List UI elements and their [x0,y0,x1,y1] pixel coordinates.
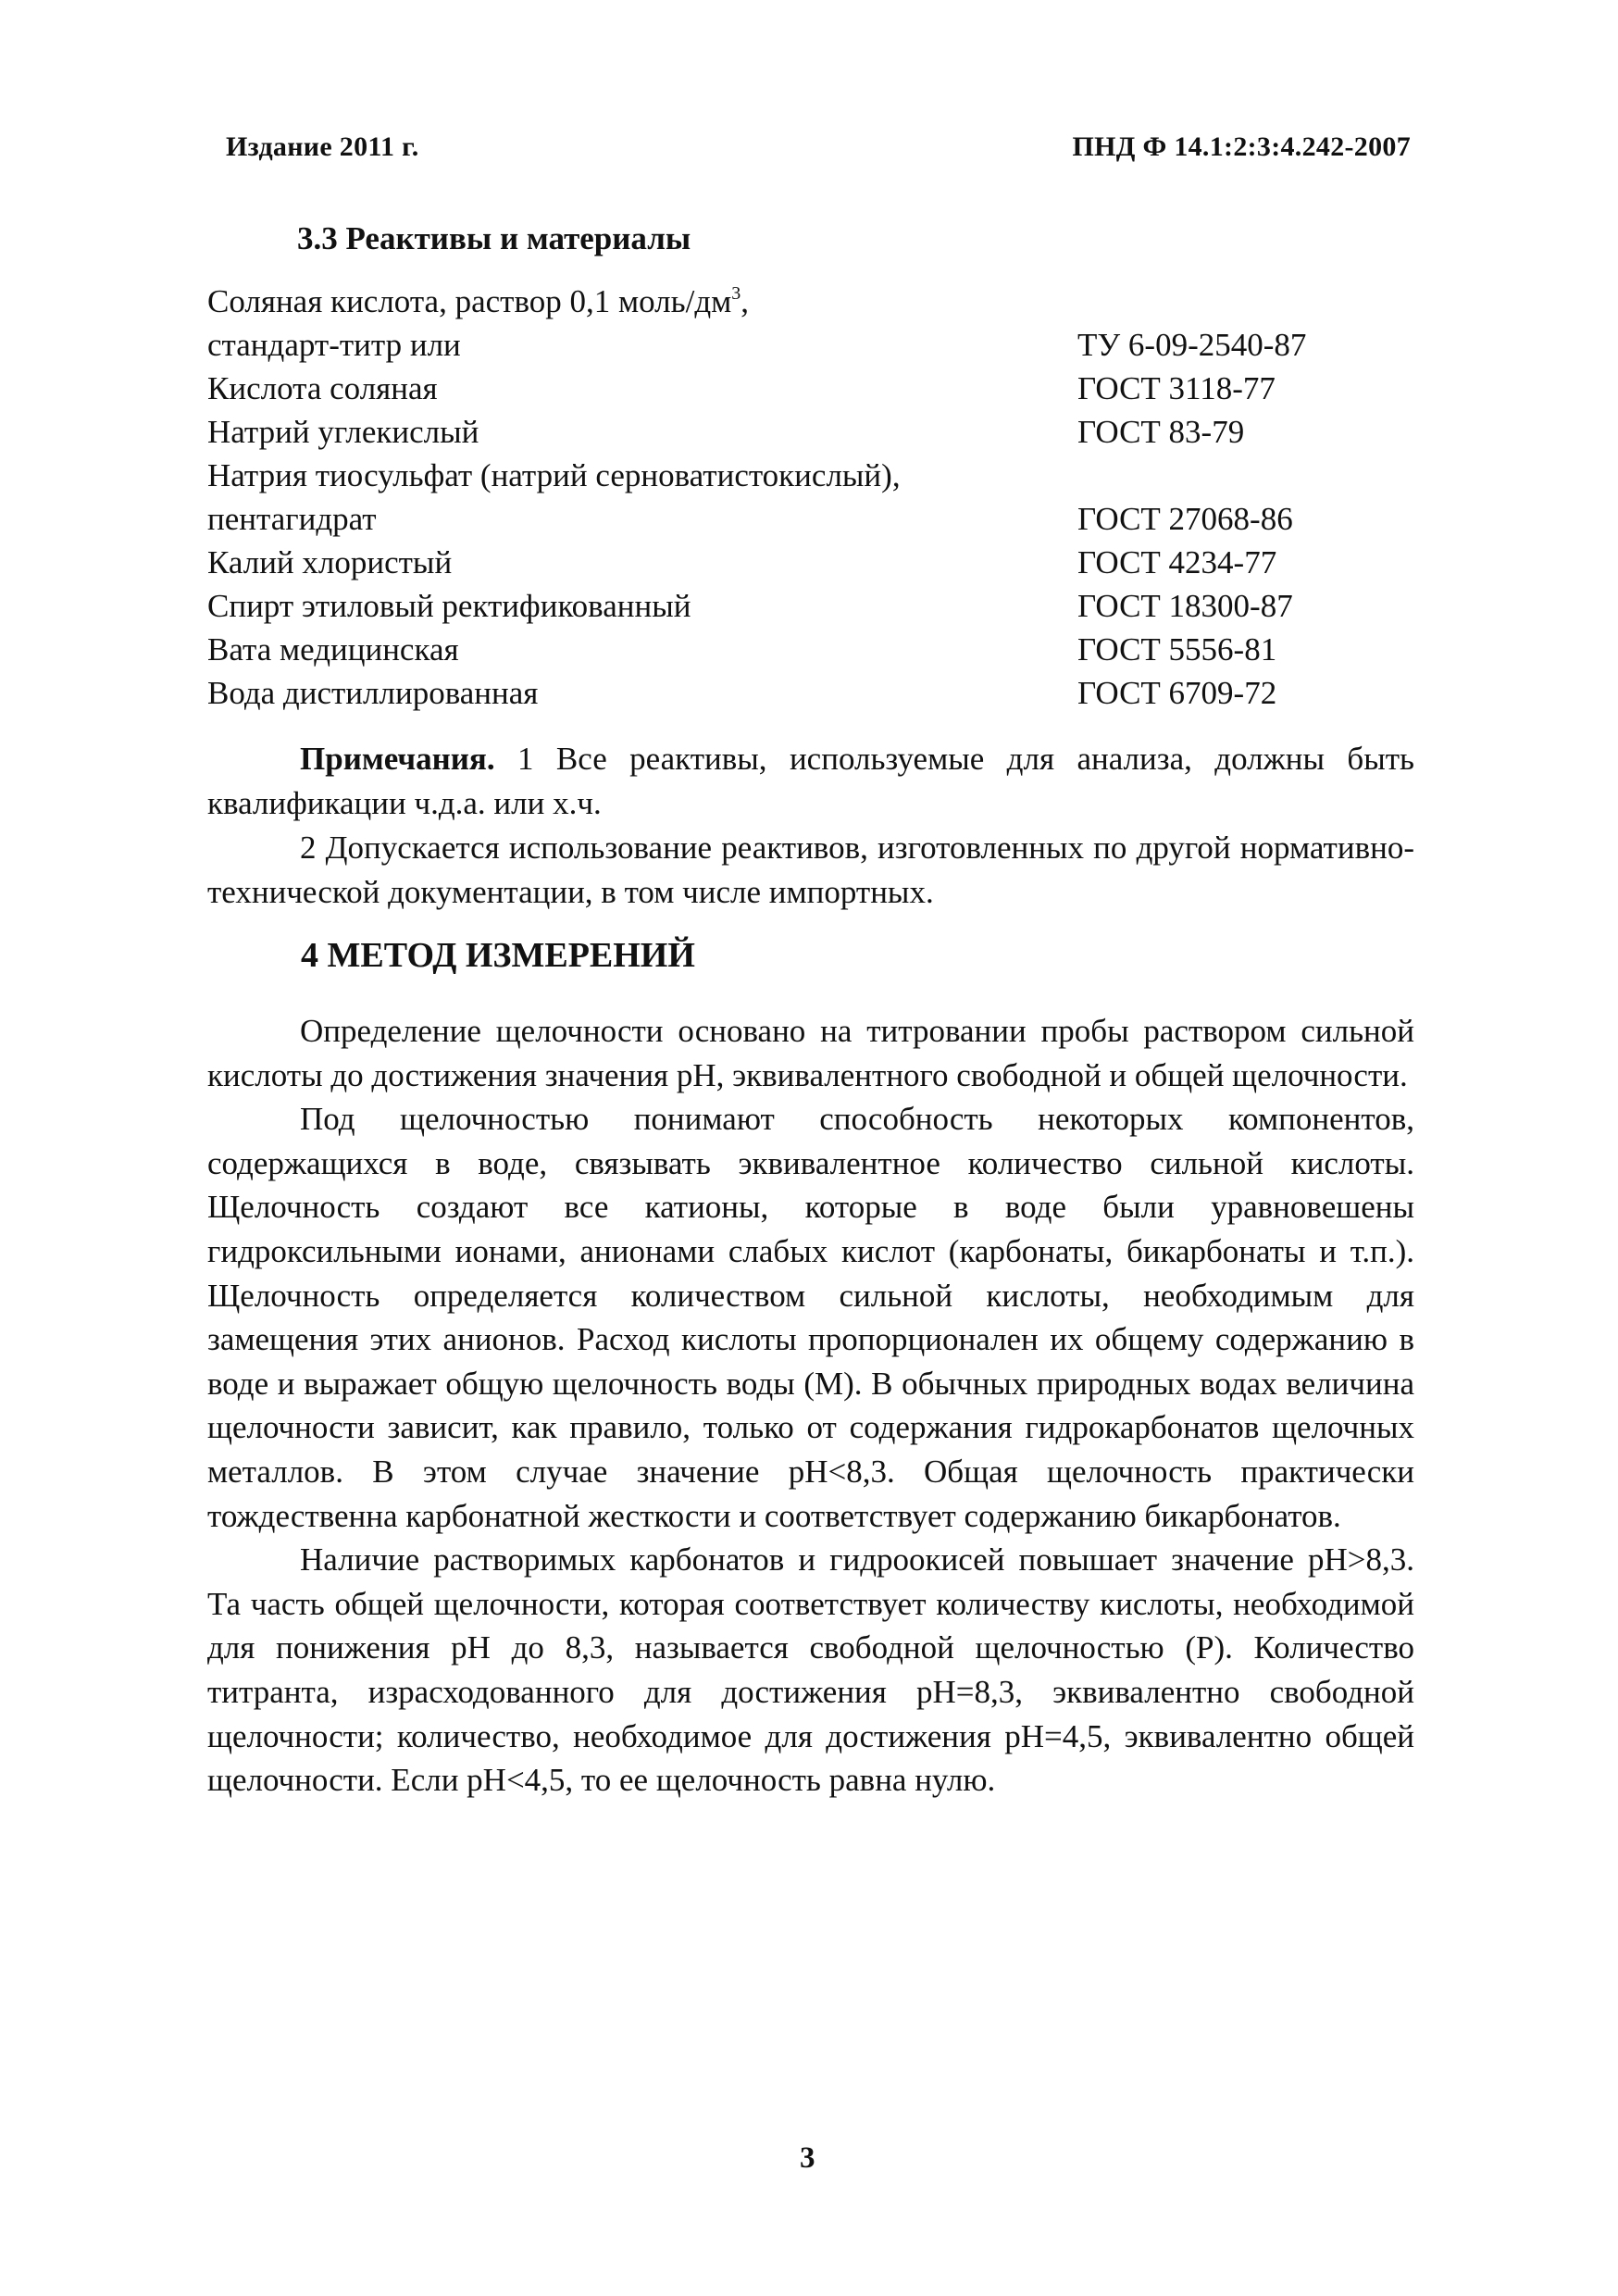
paragraph: Определение щелочности основано на титровании пробы раствором сильной кислоты до достижения значения рН, эквивалентного свободной и общей щелочности. [207,1013,1414,1093]
paragraph: Наличие растворимых карбонатов и гидроокисей повышает значение рН>8,3. Та часть общей щелочности, которая соответствует количеству кислоты, необходимой для понижения рН до 8,3, называется свободной щелочностью (Р). Количество титранта, израсходованного для достижения рН=8,3, эквивалентно свободной щелочности; количество, необходимое для достижения рН=4,5, эквивалентно общей щелочности. Если рН<4,5, то ее щелочность равна нулю. [207,1541,1414,1799]
notes-label: Примечания. [300,741,495,777]
material-name: Натрий углекислый [207,414,479,450]
material-name: Кислота соляная [207,370,438,406]
materials-row [207,454,1429,497]
materials-row [207,541,1429,584]
document-code: ПНД Ф 14.1:2:3:4.242-2007 [1072,131,1411,162]
material-name: Соляная кислота, раствор 0,1 моль/$дм^3$, [207,283,750,319]
material-name: Спирт этиловый ректификованный [207,588,691,624]
material-standard: ГОСТ 83-79 [1077,414,1245,450]
material-standard: ГОСТ 3118-77 [1077,370,1276,406]
materials-row [207,280,1429,323]
materials-row [207,584,1429,628]
material-standard: ГОСТ 27068-86 [1077,501,1293,537]
notes-block [207,737,1414,915]
material-standard: ГОСТ 18300-87 [1077,588,1293,624]
note-1-text: 1 Все реактивы, используемые для анализа, должны быть квалификации ч.д.а. или х.ч. [207,741,1414,821]
material-name: Калий хлористый [207,544,453,580]
materials-row [207,628,1429,671]
materials-row [207,367,1429,410]
superscript: 3 [731,283,741,304]
material-name: Вата медицинская [207,631,459,668]
material-name: Натрия тиосульфат (натрий серноватистокислый), [207,457,901,493]
materials-row [207,497,1429,541]
materials-row [207,323,1429,367]
edition-label: Издание 2011 г. [226,131,419,162]
materials-list [207,280,1429,715]
paragraph: Под щелочностью понимают способность некоторых компонентов, содержащихся в воде, связывать эквивалентное количество сильной кислоты. Щелочность создают все катионы, которые в воде были уравновешены гидроксильными ионами, анионами слабых кислот (карбонаты, бикарбонаты и т.п.). Щелочность определяется количеством сильной кислоты, необходимым для замещения этих анионов. Расход кислоты пропорционален их общему содержанию в воде и выражает общую щелочность воды (М). В обычных природных водах величина щелочности зависит, как правило, только от содержания гидрокарбонатов щелочных металлов. В этом случае значение рН<8,3. Общая щелочность практически тождественна карбонатной жесткости и соответствует содержанию бикарбонатов. [207,1101,1414,1534]
material-name: пентагидрат [207,501,377,537]
materials-row [207,410,1429,454]
material-standard: ГОСТ 4234-77 [1077,544,1277,580]
note-1 [207,737,1414,826]
material-standard: ГОСТ 5556-81 [1077,631,1277,668]
section-3-3-title: 3.3 Реактивы и материалы [297,220,691,256]
section-4-title: 4 МЕТОД ИЗМЕРЕНИЙ [301,936,695,975]
material-name: стандарт-титр или [207,327,461,363]
materials-row [207,671,1429,715]
material-name: Вода дистиллированная [207,675,539,711]
note-2: 2 Допускается использование реактивов, изготовленных по другой нормативно-технической документации, в том числе импортных. [207,830,1414,910]
page-number: 3 [800,2141,815,2175]
section-4-body [207,1009,1414,1803]
material-standard: ТУ 6-09-2540-87 [1077,327,1307,363]
material-standard: ГОСТ 6709-72 [1077,675,1277,711]
